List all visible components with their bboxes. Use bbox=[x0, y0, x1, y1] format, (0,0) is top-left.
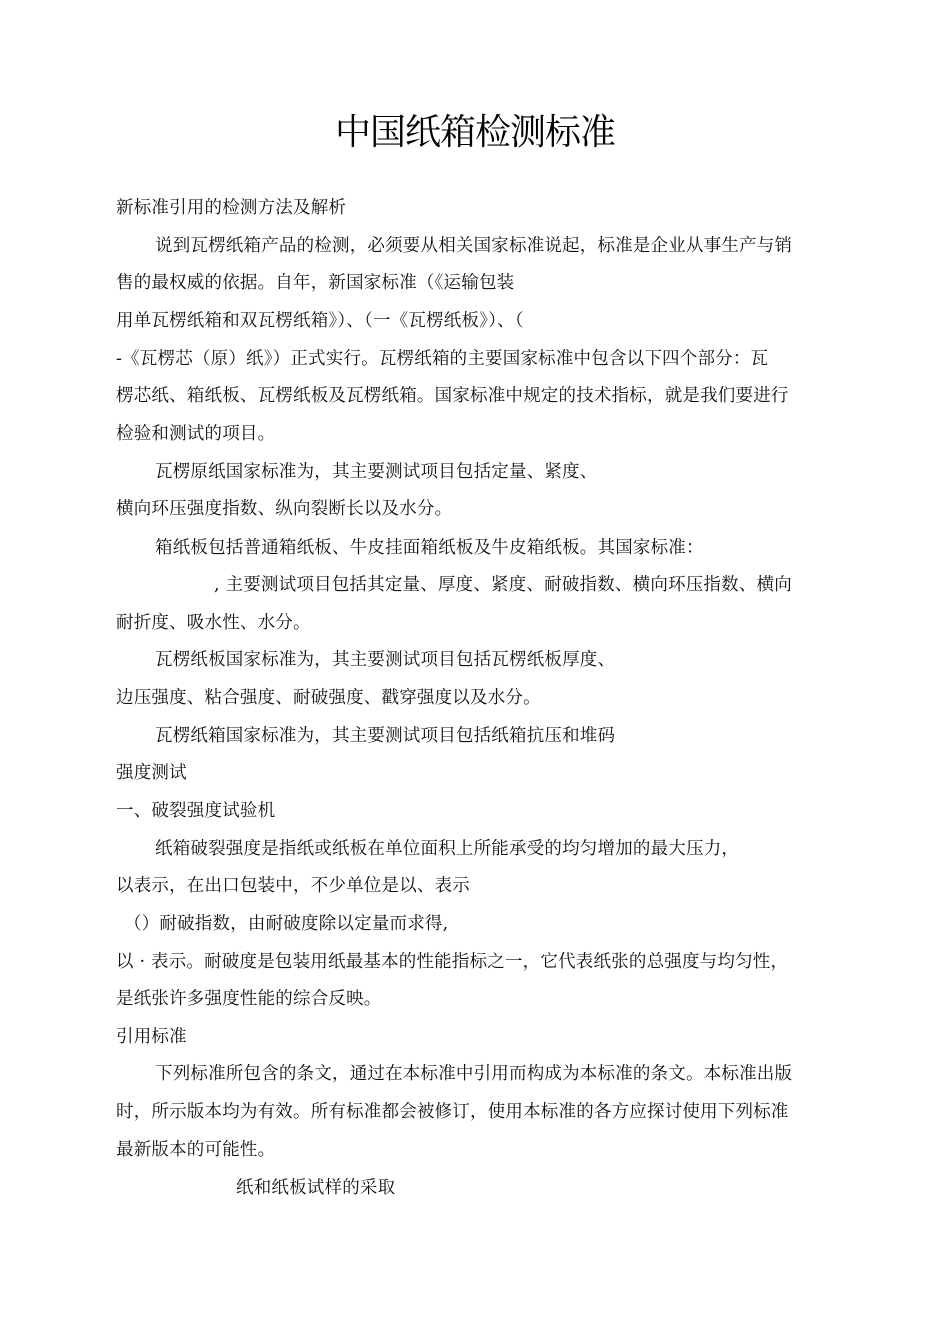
paragraph-line: 检验和测试的项目。 bbox=[116, 424, 276, 444]
paragraph-line: 用单瓦楞纸箱和双瓦楞纸箱》）、（一《瓦楞纸板》）、（ bbox=[116, 311, 524, 331]
section-heading: 引用标准 bbox=[116, 1027, 187, 1047]
paragraph-line: 箱纸板包括普通箱纸板、牛皮挂面箱纸板及牛皮箱纸板。其国家标准： bbox=[155, 538, 704, 558]
paragraph-line: 是纸张许多强度性能的综合反映。 bbox=[116, 989, 382, 1009]
reference-item: 纸和纸板试样的采取 bbox=[236, 1178, 396, 1198]
paragraph-line: 下列标准所包含的条文，通过在本标准中引用而构成为本标准的条文。本标准出版 bbox=[155, 1064, 793, 1084]
paragraph-line: , 主要测试项目包括其定量、厚度、紧度、耐破指数、横向环压指数、横向 bbox=[214, 575, 792, 595]
paragraph-line: 耐折度、吸水性、水分。 bbox=[116, 613, 311, 633]
paragraph-line: 时，所示版本均为有效。所有标准都会被修订，使用本标准的各方应探讨使用下列标准 bbox=[116, 1102, 789, 1122]
paragraph-line: （）耐破指数，由耐破度除以定量而求得, bbox=[124, 914, 449, 934]
section-heading: 强度测试 bbox=[116, 763, 187, 783]
paragraph-line: 边压强度、粘合强度、耐破强度、戳穿强度以及水分。 bbox=[116, 688, 541, 708]
paragraph-line: 说到瓦楞纸箱产品的检测，必须要从相关国家标准说起，标准是企业从事生产与销 bbox=[155, 236, 793, 256]
paragraph-line: 以表示，在出口包装中，不少单位是以、表示 bbox=[116, 876, 470, 896]
paragraph-line: 售的最权威的依据。自年，新国家标准（《运输包装 bbox=[116, 273, 515, 293]
paragraph-line: 瓦楞纸板国家标准为，其主要测试项目包括瓦楞纸板厚度、 bbox=[155, 650, 616, 670]
paragraph-line: 楞芯纸、箱纸板、瓦楞纸板及瓦楞纸箱。国家标准中规定的技术指标，就是我们要进行 bbox=[116, 386, 789, 406]
section-heading: 新标准引用的检测方法及解析 bbox=[116, 198, 347, 218]
paragraph-line: 横向环压强度指数、纵向裂断长以及水分。 bbox=[116, 499, 453, 519]
paragraph-line: -《瓦楞芯（原）纸》）正式实行。瓦楞纸箱的主要国家标准中包含以下四个部分：瓦 bbox=[116, 349, 769, 369]
paragraph-line: 纸箱破裂强度是指纸或纸板在单位面积上所能承受的均匀增加的最大压力， bbox=[155, 839, 740, 859]
paragraph-line: 以 · 表示。耐破度是包装用纸最基本的性能指标之一，它代表纸张的总强度与均匀性， bbox=[116, 952, 789, 972]
document-title: 中国纸箱检测标准 bbox=[334, 112, 615, 153]
paragraph-line: 瓦楞纸箱国家标准为，其主要测试项目包括纸箱抗压和堆码 bbox=[155, 726, 616, 746]
paragraph-line: 最新版本的可能性。 bbox=[116, 1140, 276, 1160]
section-heading: 一、破裂强度试验机 bbox=[116, 801, 276, 821]
paragraph-line: 瓦楞原纸国家标准为，其主要测试项目包括定量、紧度、 bbox=[155, 462, 598, 482]
